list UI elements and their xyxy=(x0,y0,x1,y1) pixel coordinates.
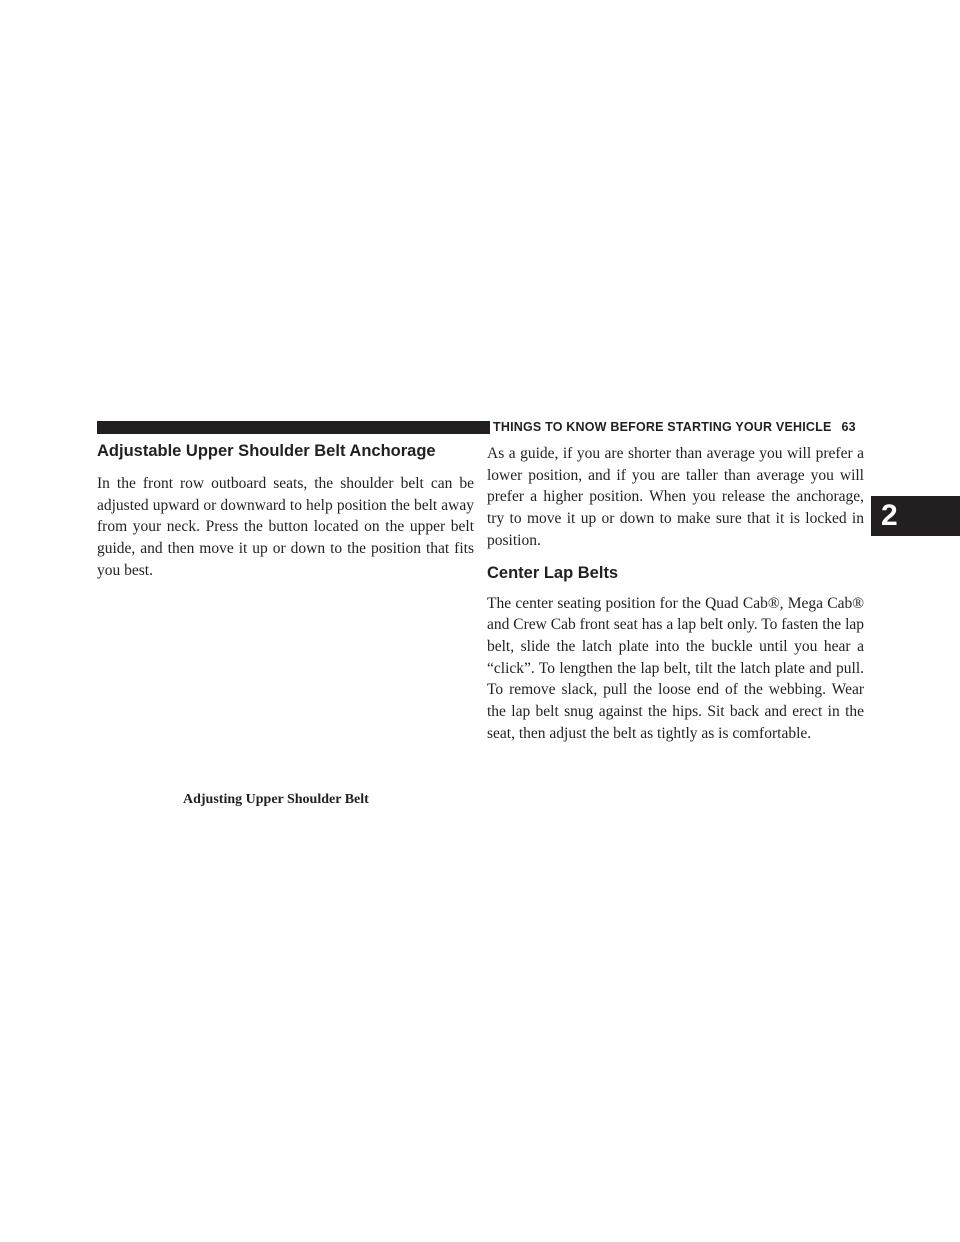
figure-caption: Adjusting Upper Shoulder Belt xyxy=(183,792,369,807)
chapter-tab: 2 xyxy=(871,496,960,536)
body-paragraph: As a guide, if you are shorter than average you will prefer a lower position, and if you are taller than average you will prefer a higher position. When you release the anchorage, try to move it up or down to make sure that it is locked in position. xyxy=(487,445,864,549)
body-paragraph: The center seating position for the Quad Cab®, Mega Cab® and Crew Cab front seat has a lap belt only. To fasten the lap belt, slide the latch plate into the buckle until you hear a “click”. To lengthen the lap belt, tilt the latch plate and pull. To remove slack, pull the loose end of the webbing. Wear the lap belt snug against the hips. Sit back and erect in the seat, then adjust the belt as tightly as is comfortable. xyxy=(487,594,864,742)
figure-placeholder xyxy=(97,575,474,780)
left-column xyxy=(97,441,474,582)
body-paragraph: In the front row outboard seats, the shoulder belt can be adjusted upward or downward to help position the belt away from your neck. Press the button located on the upper belt guide, and then move it up or down to the position that fits you best. xyxy=(97,475,474,579)
right-column xyxy=(487,441,864,744)
page-number: 63 xyxy=(841,420,856,434)
section-title: THINGS TO KNOW BEFORE STARTING YOUR VEHICLE xyxy=(493,420,832,434)
section-heading-center-lap-belts: Center Lap Belts xyxy=(487,563,619,582)
header-rule xyxy=(97,421,490,434)
section-heading-shoulder-belt: Adjustable Upper Shoulder Belt Anchorage xyxy=(97,442,436,460)
running-header xyxy=(493,419,856,435)
